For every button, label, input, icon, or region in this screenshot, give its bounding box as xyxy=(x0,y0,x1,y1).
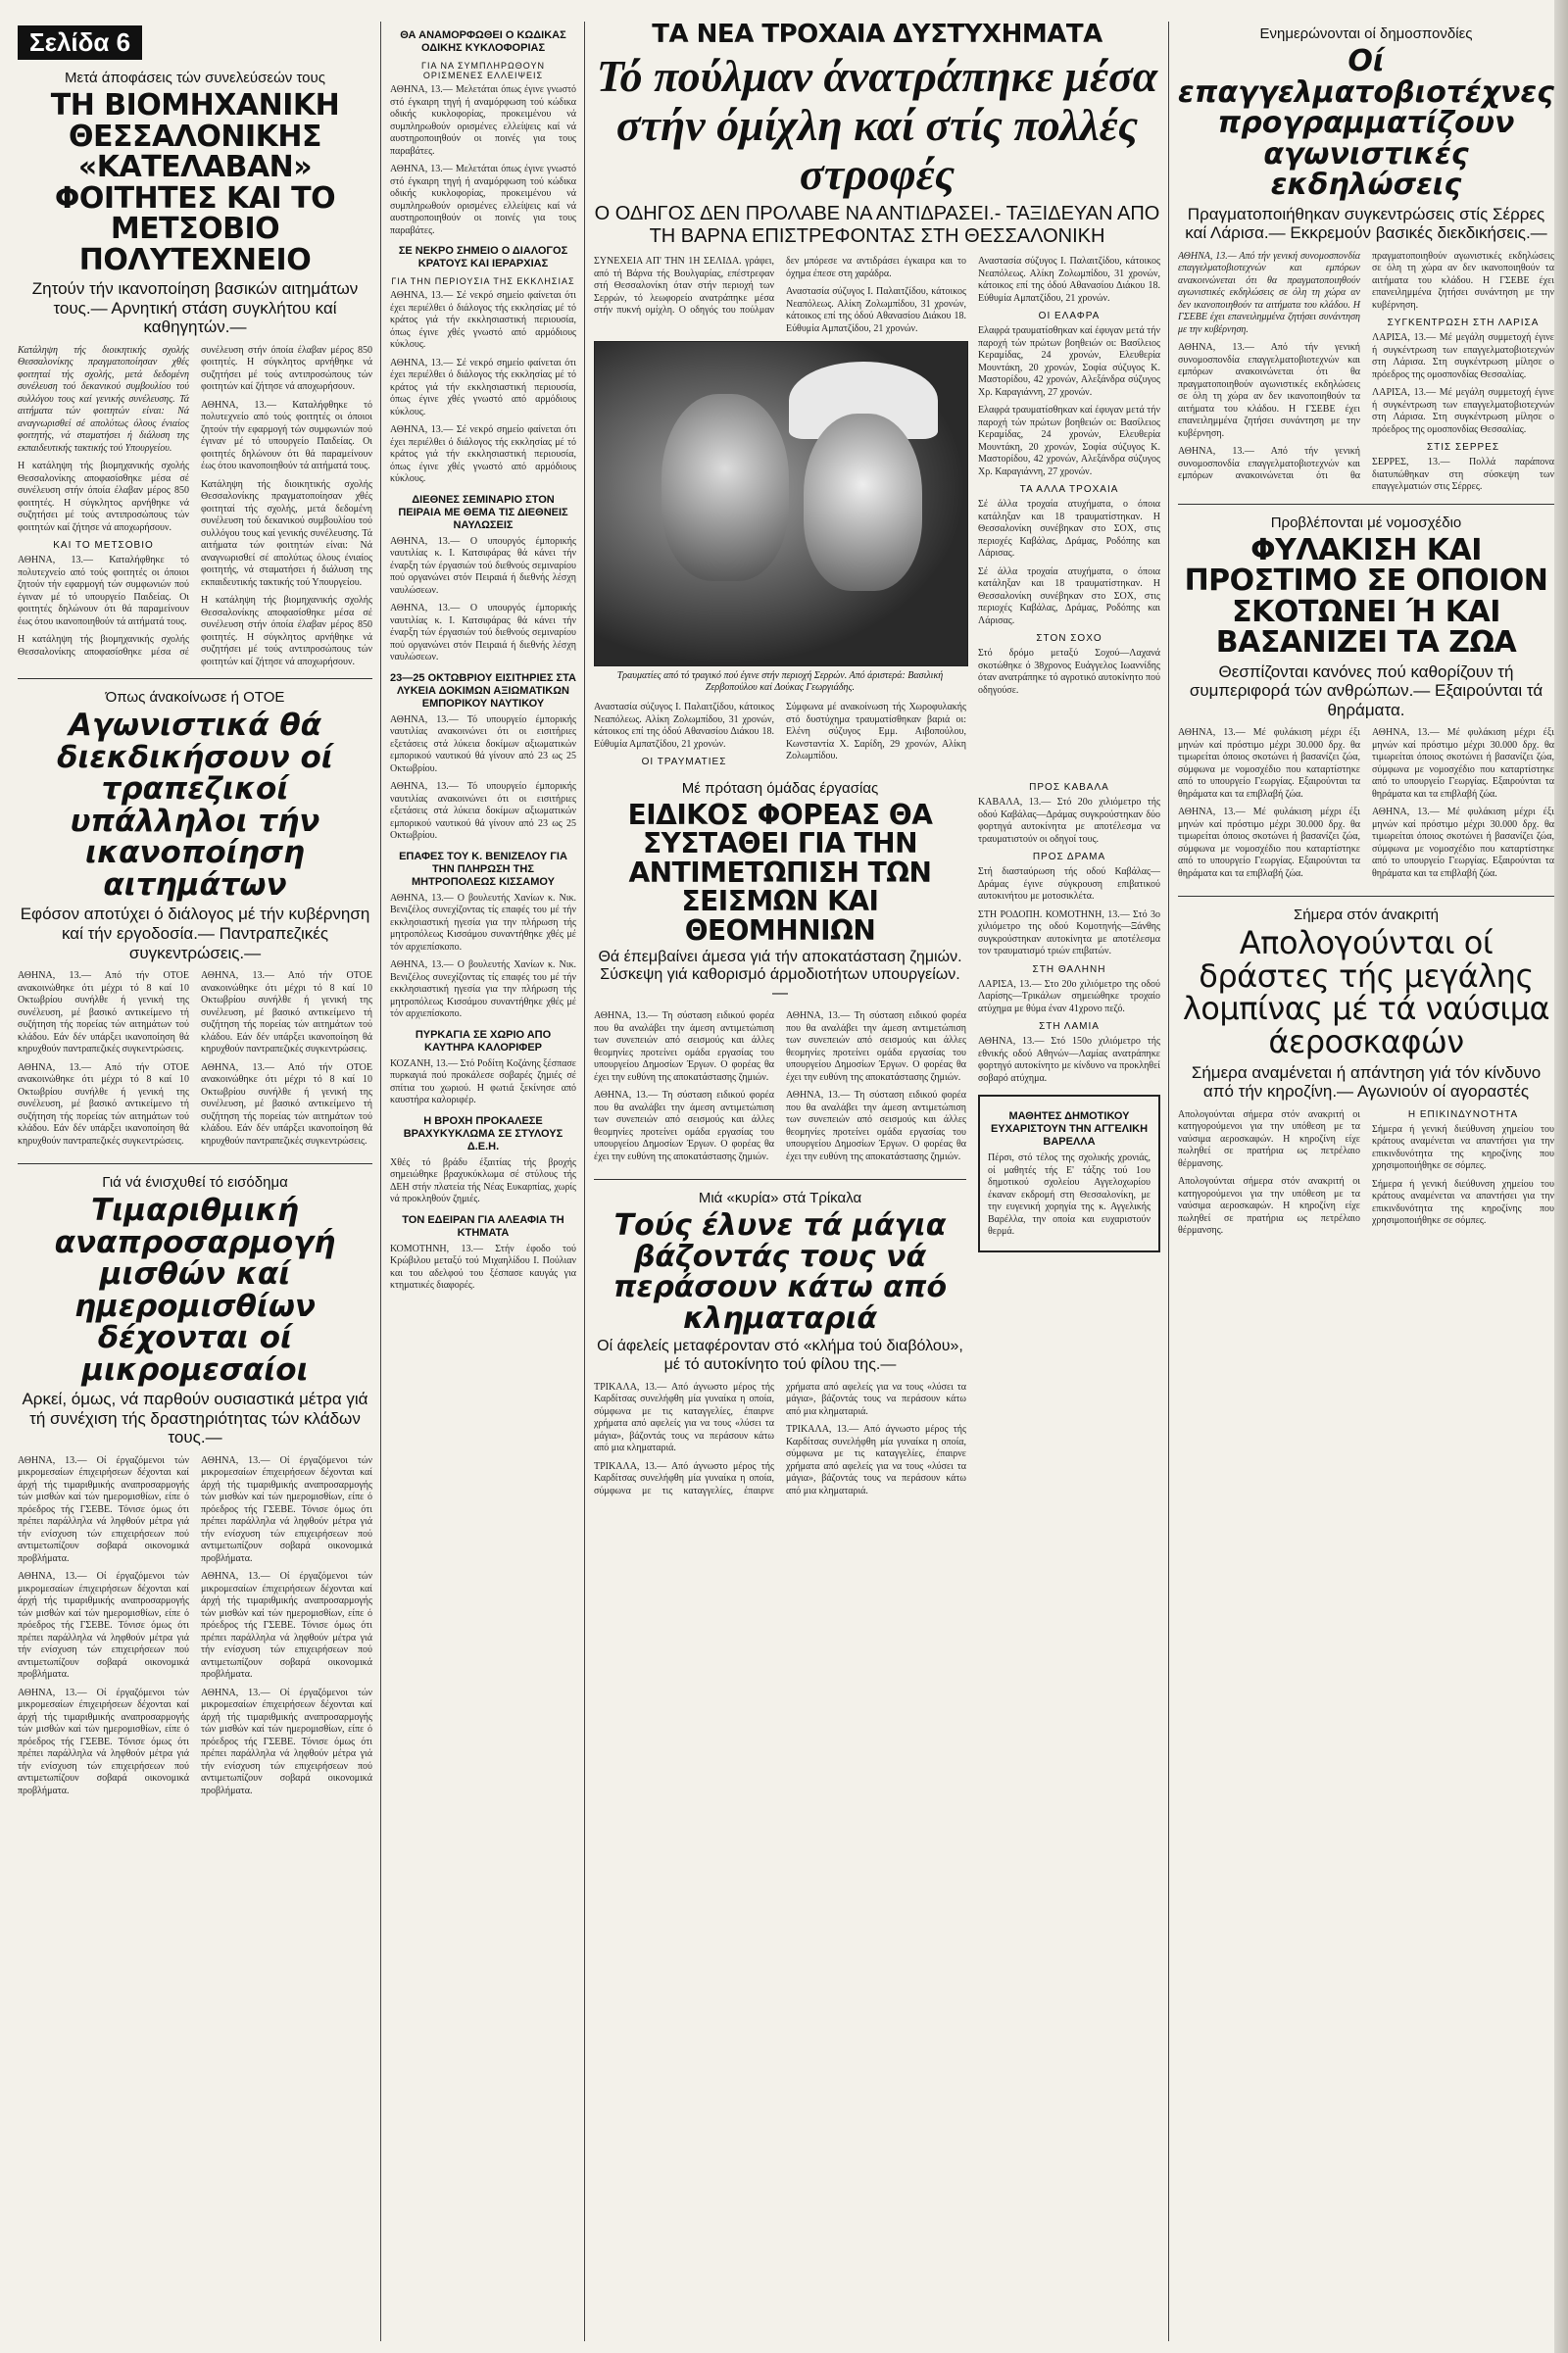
article-deck: Θεσπίζονται κανόνες πού καθορίζουν τή συμπεριφορά τών ανθρώπων.— Εξαιρούνται τά θηράματα. xyxy=(1189,662,1544,719)
body-paragraph: ΑΘΗΝΑ, 13.— Οί έργαζόμενοι τών μικρομεσαίων έπιχειρήσεων δέχονται καί άρχή τής τιμαριθμικής αναπροσαρμογής τών μισθών καί τών ημερομισθίων, είπε ό πρόεδρος τής ΓΣΕΒΕ. Τόνισε όμως ότι πρέπει παράλληλα νά ληφθούν μέτρα γιά τήν ενίσχυση τών επιχειρήσεων πού αντιμετωπίζουν σοβαρά οικονομικά προβλήματα. xyxy=(18,1571,189,1681)
article-body xyxy=(18,345,372,669)
body-paragraph: ΣΥΝΕΧΕΙΑ ΑΠ' ΤΗΝ 1Η ΣΕΛΙΔΑ. γράφει, από τή Βάρνα τής Βουλγαρίας, επέστρεφαν στή Θεσσαλονίκη όταν στήν περιοχή των Σερρών, τό λεωφορείο ανατράπηκε μέσα στήν πυκνή ομίχλη. Ο οδηγός του πούλμαν δεν μπόρεσε να αντιδράσει έγκαιρα και το όχημα έπεσε στη χαράδρα. xyxy=(594,256,966,317)
body-paragraph: ΛΑΡΙΣΑ, 13.— Μέ μεγάλη συμμετοχή έγινε ή συγκέντρωση των επαγγελματοβιοτεχνών στη Λάρισα. Στη συγκέντρωση μίλησε ο πρόεδρος της ομοσπονδίας Θεσσαλίας. xyxy=(1372,332,1554,380)
body-paragraph: Πέρσι, στό τέλος της σχολικής χρονιάς, οί μαθητές τής Ε' τάξης τού 1ου δημοτικού σχολείου Αγγελοχωρίου έκαναν εκδρομή στη Θεσσαλονίκη, με την ευγενική χορηγία της κ. Αγγελικής Βαρέλλα, την οποία και ευχαριστούν θερμά. xyxy=(988,1152,1151,1238)
brief-headline: ΘΑ ΑΝΑΜΟΡΦΩΘΕΙ Ο ΚΩΔΙΚΑΣ ΟΔΙΚΗΣ ΚΥΚΛΟΦΟΡΙΑΣ xyxy=(400,29,566,54)
body-paragraph: ΤΡΙΚΑΛΑ, 13.— Από άγνωστο μέρος τής Καρδίτσας συνελήφθη μία γυναίκα η οποία, σύμφωνα με τις καταγγελίες, έπαιρνε χρήματα από αφελείς για να τους «λύσει τα μάγια», βάζοντάς τους να περάσουν κάτω από μια κληματαριά. xyxy=(786,1424,966,1496)
article-deck: Ζητούν τήν ικανοποίηση βασικών αιτημάτων τους.— Αρνητική στάση συγκλήτου καί καθηγητών.— xyxy=(31,279,359,337)
article-kicker: Μιά «κυρία» στά Τρίκαλα xyxy=(698,1190,862,1207)
body-paragraph: ΑΘΗΝΑ, 13.— Στό 150ο χιλιόμετρο τής εθνικής οδού Αθηνών—Λαμίας ανατράπηκε φορτηγό αυτοκίνητο με κίνδυνο να προκληθεί σοβαρό ατύχημα. xyxy=(978,1036,1160,1084)
brief-column xyxy=(978,776,1160,1500)
article-body xyxy=(18,970,372,1153)
article-kicker: Προβλέπονται μέ νομοσχέδιο xyxy=(1270,514,1462,531)
body-paragraph: Η κατάληψη τής βιομηχανικής σχολής Θεσσαλονίκης αποφασίσθηκε μέσα σέ συνέλευση στήν όποία έλαβαν μέρος 850 φοιτητές. Η σύγκλητος αρνήθηκε νά συζητήσει μέ τούς αντιπροσώπους τών φοιτητών καί ζήτησε νά αποχωρήσουν. xyxy=(18,344,372,658)
article-body xyxy=(18,1455,372,1804)
body-paragraph: Χθές τό βράδυ έξαιτίας τής βροχής σημειώθηκε βραχυκύκλωμα σέ στύλους τής ΔΕΗ στήν πλατεία τής Νέας Ευκαρπίας, χωρίς νά προκληθούν ζημιές. xyxy=(390,1156,576,1204)
body-paragraph: Αναστασία σύζυγος Ι. Παλαιτζίδου, κάτοικος Νεαπόλεως. Αλίκη Ζολωμπίδου, 31 χρονών, κάτοικος επί της όδού Αθανασίου Διάκου 18. Εύθυμία Αμπατζίδου, 21 χρονών. xyxy=(594,702,774,750)
body-paragraph: ΑΘΗΝΑ, 13.— Καταλήφθηκε τό πολυτεχνείο από τούς φοιτητές οι όποιοι ζητούν τήν εφαρμογή τών συμφωνιών πού έγιναν μέ τό υπουργείο Παιδείας. Οι φοιτητές δηλώνουν ότι θά παραμείνουν έως ότου ικανοποιηθούν τά αιτήματά τους. xyxy=(201,399,372,472)
body-paragraph: ΛΑΡΙΣΑ, 13.— Μέ μεγάλη συμμετοχή έγινε ή συγκέντρωση των επαγγελματοβιοτεχνών στη Λάρισα. Στη συγκέντρωση μίλησε ο πρόεδρος της ομοσπονδίας Θεσσαλίας. xyxy=(1372,387,1554,435)
body-paragraph: ΑΘΗΝΑ, 13.— Από τήν ΟΤΟΕ ανακοινώθηκε ότι μέχρι τό 8 καί 10 Οκτωβρίου συνήλθε ή γενική της συνέλευση, μέ βασικό αντικείμενο τή συζήτηση τής πορείας τών αιτημάτων τού κλάδου. Εάν δέν υπάρξει ικανοποίηση θά κηρυχθούν παντραπεζικές συγκεντρώσεις. xyxy=(18,1061,189,1147)
article-deck: Θά έπεμβαίνει άμεσα γιά τήν αποκατάσταση ζημιών. Σύσκεψη γιά καθορισμό άρμοδιοτήτων υπουργείων.— xyxy=(598,949,962,1002)
body-paragraph: ΑΘΗΝΑ, 13.— Μελετάται όπως έγινε γνωστό στό έγκαιρη τηγή ή αναμόρφωση τού κώδικα οδικής κυκλοφορίας, προκειμένου νά συμπληρωθούν ορισμένες ελλείψεις καί νά αυστηροποιηθούν οι ποινές για τους παραβάτες. xyxy=(390,84,576,157)
article-deck: Σήμερα αναμένεται ή απάντηση γιά τόν κίνδυνο από τήν κηροζίνη.— Αγωνιούν οί αγοραστές xyxy=(1191,1062,1542,1102)
brief-headline: ΕΠΑΦΕΣ ΤΟΥ Κ. ΒΕΝΙΖΕΛΟΥ ΓΙΑ ΤΗΝ ΠΛΗΡΩΣΗ ΤΗΣ ΜΗΤΡΟΠΟΛΕΩΣ ΚΙΣΣΑΜΟΥ xyxy=(399,850,567,888)
article-headline: Απολογούνται οί δράστες τής μεγάλης λομπίνας μέ τά ναύσιμα άεροσκαφών xyxy=(1182,924,1550,1061)
body-paragraph: ΑΘΗΝΑ, 13.— Από τήν ΟΤΟΕ ανακοινώθηκε ότι μέχρι τό 8 καί 10 Οκτωβρίου συνήλθε ή γενική της συνέλευση, μέ βασικό αντικείμενο τή συζήτηση τής πορείας τών αιτημάτων τού κλάδου. Εάν δέν υπάρξει ικανοποίηση θά κηρυχθούν παντραπεζικές συγκεντρώσεις. xyxy=(201,970,372,1055)
body-paragraph: ΚΟΜΟΤΗΝΗ, 13.— Στήν έφοδο τού Κρώβιλου μεταξύ τού Μιχαηλίδου Ι. Πούλιαν και του αδελφού του ξέσπασε καυγάς για κτηματικές διαφορές. xyxy=(390,1243,576,1291)
article-kicker: Γιά νά ένισχυθεί τό εισόδημα xyxy=(102,1174,288,1192)
body-paragraph: ΣΕΡΡΕΣ, 13.— Πολλά παράπονα διατυπώθηκαν στη σύσκεψη των επαγγελματιών στις Σέρρες. xyxy=(1372,457,1554,493)
page-label: Σελίδα 6 xyxy=(18,25,142,60)
subheading: ΣΤΗ ΛΑΜΙΑ xyxy=(1039,1021,1100,1033)
subheading: ΟΙ ΕΛΑΦΡΑ xyxy=(1038,311,1101,322)
article-kicker: Μετά άποφάσεις τών συνελεύσεών τους xyxy=(65,70,325,86)
article-deck: Εφόσον αποτύχει ό διάλογος μέ τήν κυβέρνηση καί τήν εργοδοσία.— Παντραπεζικές συγκεντρώσεις.— xyxy=(20,905,370,962)
brief-headline: ΠΥΡΚΑΓΙΑ ΣΕ ΧΩΡΙΟ ΑΠΟ ΚΑΥΤΗΡΑ ΚΑΛΟΡΙΦΕΡ xyxy=(415,1028,552,1054)
body-paragraph: Ελαφρά τραυματίσθηκαν καί έφυγαν μετά τήν παροχή τών πρώτων βοηθειών οι: Βασίλειος Κεραμίδας, 24 χρονών, Ελευθερία Μουντάκη, 20 χρονών, Σοφία σύζυγος Κ. Μαστορίδου, 42 χρονών, Αλεξάνδρα σύζυγος Χρ. Καραγιάννη, 27 χρονών. xyxy=(978,325,1160,398)
article-headline: ΕΙΔΙΚΟΣ ΦΟΡΕΑΣ ΘΑ ΣΥΣΤΑΘΕΙ ΓΙΑ ΤΗΝ ΑΝΤΙΜΕΤΩΠΙΣΗ ΤΩΝ ΣΕΙΣΜΩΝ ΚΑΙ ΘΕΟΜΗΝΙΩΝ xyxy=(627,799,933,947)
article-headline: Τούς έλυνε τά μάγια βάζοντάς τους νά περάσουν κάτω από κληματαριά xyxy=(612,1208,948,1336)
subheading: ΣΥΓΚΕΝΤΡΩΣΗ ΣΤΗ ΛΑΡΙΣΑ xyxy=(1387,318,1540,329)
body-paragraph: ΑΘΗΝΑ, 13.— Ο βουλευτής Χανίων κ. Νικ. Βενιζέλος συνεχίζοντας τίς επαφές του μέ τήν εκκλησιαστική ηγεσία για την πλήρωση τής μητροπόλεως Κισσάμου συναντήθηκε χθές μέ τόν αρχιεπίσκοπο. xyxy=(390,959,576,1019)
body-paragraph: ΑΘΗΝΑ, 13.— Τη σύσταση ειδικού φορέα που θα αναλάβει την άμεση αντιμετώπιση των συνεπειών από σεισμούς και άλλες θεομηνίες προτείνει ομάδα εργασίας του υπουργείου Δημοσίων Έργων. Ο φορέας θα έχει την ευθύνη της αποκατάστασης ζημιών. xyxy=(594,1090,774,1162)
page-edge xyxy=(1554,0,1568,2353)
body-paragraph: ΑΘΗΝΑ, 13.— Ο υπουργός έμπορικής ναυτιλίας κ. Ι. Κατσιφάρας θά κάνει τήν έναρξη τών έργασιών τού διεθνούς σεμιναρίου πού οργανώνει στόν Πειραιά ή διεθνής λέσχη ναυλώσεων. xyxy=(390,535,576,596)
body-paragraph: ΑΘΗΝΑ, 13.— Ο βουλευτής Χανίων κ. Νικ. Βενιζέλος συνεχίζοντας τίς επαφές του μέ τήν εκκλησιαστική ηγεσία για την πλήρωση τής μητροπόλεως Κισσάμου συναντήθηκε χθές μέ τόν αρχιεπίσκοπο. xyxy=(390,892,576,953)
body-paragraph: ΑΘΗΝΑ, 13.— Τό υπουργείο έμπορικής ναυτιλίας ανακοινώνει ότι οι εισιτήριες εξετάσεις στά λύκεια δοκίμων αξιωματικών εμπορικού ναυτικού θά γίνουν από 23 ως 25 Οκτωβρίου. xyxy=(390,713,576,774)
column-rule xyxy=(1168,22,1169,2341)
body-paragraph: Σύμφωνα μέ ανακοίνωση τής Χωροφυλακής στό δυστύχημα τραυματίσθηκαν βαριά οι: Ελένη σύζυγος Εμμ. Αιβοπούλου, Κωνσταντία Χ. Σαρίδη, 29 χρονών, Αλίκη Ζολωμπίδου. xyxy=(786,702,966,762)
subheading: ΟΙ ΤΡΑΥΜΑΤΙΕΣ xyxy=(641,757,727,768)
body-paragraph: ΑΘΗΝΑ, 13.— Μέ φυλάκιση μέχρι έξι μηνών καί πρόστιμο μέχρι 30.000 δρχ. θα τιμωρείται όποιος σκοτώνει ή βασανίζει ζώα, σύμφωνα με νομοσχέδιο που καταρτίστηκε από το υπουργείο Γεωργίας. Εξαιρούνται τα θηράματα και τα επιβλαβή ζώα. xyxy=(1372,727,1554,800)
body-paragraph: Σέ άλλα τροχαία ατυχήματα, ο όποια κατάληξαν και 18 τραυματίστηκαν. Η Θεσσαλονίκη συνέβηκαν στο ΣΟΧ, στις περιοχές Καβάλας, Δράμας, Ροδόπης και Λάρισας. xyxy=(978,565,1160,626)
body-paragraph: Κατάληψη τής διοικητικής σχολής Θεσσαλονίκης πραγματοποίησαν χθές φοιτηταί τής σχολής, μετά δεδομένη συνέλευση τού δεκανικού συμβουλίου τού συλλόγου τους καί γενικής συνέλευσης. Τά αιτήματα τών φοιτητών είναι: Νά αναγνωρισθεί σέ απολύτως όλους ένιαίος φοιτητής, νά σταματήσει ή διάλυση της εκπαιδευτικής τακτικής τού Υπουργείου. xyxy=(18,344,189,454)
article-deck: Οί άφελείς μεταφέρονταν στό «κλήμα τού διαβόλου», μέ τό αυτοκίνητο τού φίλου της.— xyxy=(597,1338,963,1373)
subheading: ΚΑΙ ΤΟ ΜΕΤΣΟΒΙΟ xyxy=(53,540,154,552)
body-paragraph: ΑΘΗΝΑ, 13.— Οί έργαζόμενοι τών μικρομεσαίων έπιχειρήσεων δέχονται καί άρχή τής τιμαριθμικής αναπροσαρμογής τών μισθών καί τών ημερομισθίων, είπε ό πρόεδρος τής ΓΣΕΒΕ. Τόνισε όμως ότι πρέπει παράλληλα νά ληφθούν μέτρα γιά τήν ενίσχυση τών επιχειρήσεων πού αντιμετωπίζουν σοβαρά οικονομικά προβλήματα. xyxy=(201,1571,372,1681)
brief-headline: Η ΒΡΟΧΗ ΠΡΟΚΑΛΕΣΕ ΒΡΑΧΥΚΥΚΛΩΜΑ ΣΕ ΣΤΥΛΟΥΣ Δ.Ε.Η. xyxy=(403,1114,564,1152)
body-paragraph: ΤΡΙΚΑΛΑ, 13.— Από άγνωστο μέρος τής Καρδίτσας συνελήφθη μία γυναίκα η οποία, σύμφωνα με τις καταγγελίες, έπαιρνε χρήματα από αφελείς για να τους «λύσει τα μάγια», βάζοντάς τους να περάσουν κάτω από μια κληματαριά. xyxy=(594,1381,966,1496)
column-rule xyxy=(380,22,381,2341)
body-paragraph: ΑΘΗΝΑ, 13.— Μέ φυλάκιση μέχρι έξι μηνών καί πρόστιμο μέχρι 30.000 δρχ. θα τιμωρείται όποιος σκοτώνει ή βασανίζει ζώα, σύμφωνα με νομοσχέδιο που καταρτίστηκε από το υπουργείο Γεωργίας. Εξαιρούνται τα θηράματα και τα επιβλαβή ζώα. xyxy=(1372,807,1554,879)
brief-headline: ΔΙΕΘΝΕΣ ΣΕΜΙΝΑΡΙΟ ΣΤΟΝ ΠΕΙΡΑΙΑ ΜΕ ΘΕΜΑ ΤΙΣ ΔΙΕΘΝΕΙΣ ΝΑΥΛΩΣΕΙΣ xyxy=(398,493,568,531)
body-paragraph: Απολογούνται σήμερα στόν ανακριτή οι κατηγορούμενοι για την υπόθεση με τα ναύσιμα αεροσκαφών. Η κηροζίνη είχε πωληθεί σε πρατήρια ως πετρέλαιο θέρμανσης. xyxy=(1178,1176,1360,1237)
body-paragraph: ΑΘΗΝΑ, 13.— Καταλήφθηκε τό πολυτεχνείο από τούς φοιτητές οι όποιοι ζητούν τήν εφαρμογή τών συμφωνιών πού έγιναν μέ τό υπουργείο Παιδείας. Οι φοιτητές δηλώνουν ότι θά παραμείνουν έως ότου ικανοποιηθούν τά αιτήματά τους. xyxy=(18,555,189,627)
body-paragraph: ΑΘΗΝΑ, 13.— Από τήν ΟΤΟΕ ανακοινώθηκε ότι μέχρι τό 8 καί 10 Οκτωβρίου συνήλθε ή γενική της συνέλευση, μέ βασικό αντικείμενο τή συζήτηση τής πορείας τών αιτημάτων τού κλάδου. Εάν δέν υπάρξει ικανοποίηση θά κηρυχθούν παντραπεζικές συγκεντρώσεις. xyxy=(201,1061,372,1147)
body-paragraph: Απολογούνται σήμερα στόν ανακριτή οι κατηγορούμενοι για την υπόθεση με τα ναύσιμα αεροσκαφών. Η κηροζίνη είχε πωληθεί σε πρατήρια ως πετρέλαιο θέρμανσης. xyxy=(1178,1108,1360,1169)
body-paragraph: Κατάληψη τής διοικητικής σχολής Θεσσαλονίκης πραγματοποίησαν χθές φοιτηταί τής σχολής, μετά δεδομένη συνέλευση τού δεκανικού συμβουλίου τού συλλόγου τους καί γενικής συνέλευσης. Τά αιτήματα τών φοιτητών είναι: Νά αναγνωρισθεί σέ απολύτως όλους ένιαίος φοιτητής, νά σταματήσει ή διάλυση της εκπαιδευτικής τακτικής τού Υπουργείου. xyxy=(201,478,372,588)
body-paragraph: ΑΘΗΝΑ, 13.— Μέ φυλάκιση μέχρι έξι μηνών καί πρόστιμο μέχρι 30.000 δρχ. θα τιμωρείται όποιος σκοτώνει ή βασανίζει ζώα, σύμφωνα με νομοσχέδιο που καταρτίστηκε από το υπουργείο Γεωργίας. Εξαιρούνται τα θηράματα και τα επιβλαβή ζώα. xyxy=(1178,807,1360,879)
body-paragraph: ΑΘΗΝΑ, 13.— Οί έργαζόμενοι τών μικρομεσαίων έπιχειρήσεων δέχονται καί άρχή τής τιμαριθμικής αναπροσαρμογής τών μισθών καί τών ημερομισθίων, είπε ό πρόεδρος τής ΓΣΕΒΕ. Τόνισε όμως ότι πρέπει παράλληλα νά ληφθούν μέτρα γιά τήν ενίσχυση τών επιχειρήσεων πού αντιμετωπίζουν σοβαρά οικονομικά προβλήματα. xyxy=(201,1454,372,1564)
body-paragraph: ΑΘΗΝΑ, 13.— Οί έργαζόμενοι τών μικρομεσαίων έπιχειρήσεων δέχονται καί άρχή τής τιμαριθμικής αναπροσαρμογής τών μισθών καί τών ημερομισθίων, είπε ό πρόεδρος τής ΓΣΕΒΕ. Τόνισε όμως ότι πρέπει παράλληλα νά ληφθούν μέτρα γιά τήν ενίσχυση τών επιχειρήσεων πού αντιμετωπίζουν σοβαρά οικονομικά προβλήματα. xyxy=(18,1454,189,1564)
subheading: ΣΤΙΣ ΣΕΡΡΕΣ xyxy=(1426,442,1500,454)
body-paragraph: Η κατάληψη τής βιομηχανικής σχολής Θεσσαλονίκης αποφασίσθηκε μέσα σέ συνέλευση στήν όποία έλαβαν μέρος 850 φοιτητές. Η σύγκλητος αρνήθηκε νά συζητήσει μέ τούς αντιπροσώπους τών φοιτητών καί ζήτησε νά αποχωρήσουν. xyxy=(18,461,189,533)
article-kicker: Σήμερα στόν άνακριτή xyxy=(1294,907,1439,924)
brief-subheading: ΓΙΑ ΤΗΝ ΠΕΡΙΟΥΣΙΑ ΤΗΣ ΕΚΚΛΗΣΙΑΣ xyxy=(391,276,575,286)
body-paragraph: ΚΟΖΑΝΗ, 13.— Στό Ροδίτη Κοζάνης ξέσπασε πυρκαγιά πού προκάλεσε σοβαρές ζημιές σέ σπίτια του χωριού. Η φωτιά ξεκίνησε από καυστήρα καλοριφέρ. xyxy=(390,1057,576,1105)
article-kicker: Ενημερώνονται οί δημοσπονδίες xyxy=(1259,25,1473,42)
subheading: ΣΤΗ ΘΑΛΗΝΗ xyxy=(1032,963,1106,975)
body-paragraph: ΑΘΗΝΑ, 13.— Μέ φυλάκιση μέχρι έξι μηνών καί πρόστιμο μέχρι 30.000 δρχ. θα τιμωρείται όποιος σκοτώνει ή βασανίζει ζώα, σύμφωνα με νομοσχέδιο που καταρτίστηκε από το υπουργείο Γεωργίας. Εξαιρούνται τα θηράματα και τα επιβλαβή ζώα. xyxy=(1178,727,1360,800)
article-headline: Τό πούλμαν άνατράπηκε μέσα στήν όμίχλη καί στίς πολλές στροφές xyxy=(596,51,1158,200)
body-paragraph: Σήμερα ή γενική διεύθυνση χημείου του κράτους αναμένεται να απαντήσει για την επικινδυνότητα της κηροζίνης που χρησιμοποιήθηκε σε σόμπες. xyxy=(1372,1178,1554,1227)
column-5 xyxy=(1178,22,1554,2343)
article-kicker: Μέ πρόταση όμάδας έργασίας xyxy=(681,780,879,798)
body-paragraph: ΑΘΗΝΑ, 13.— Μελετάται όπως έγινε γνωστό στό έγκαιρη τηγή ή αναμόρφωση τού κώδικα οδικής κυκλοφορίας, προκειμένου νά συμπληρωθούν ορισμένες ελλείψεις καί νά αυστηροποιηθούν οι ποινές για τους παραβάτες. xyxy=(390,164,576,236)
body-paragraph: ΑΘΗΝΑ, 13.— Ο υπουργός έμπορικής ναυτιλίας κ. Ι. Κατσιφάρας θά κάνει τήν έναρξη τών έργασιών τού διεθνούς σεμιναρίου πού οργανώνει στόν Πειραιά ή διεθνής λέσχη ναυλώσεων. xyxy=(390,603,576,662)
body-paragraph: ΚΑΒΑΛΑ, 13.— Στό 20ο χιλιόμετρο τής οδού Καβάλας—Δράμας συγκρούστηκαν δύο φορτηγά αυτοκίνητα με αποτέλεσμα να τραυματιστούν οι οδηγοί τους. xyxy=(978,797,1160,845)
column-2 xyxy=(390,22,576,2343)
body-paragraph: ΑΘΗΝΑ, 13.— Από τήν ΟΤΟΕ ανακοινώθηκε ότι μέχρι τό 8 καί 10 Οκτωβρίου συνήλθε ή γενική της συνέλευση, μέ βασικό αντικείμενο τή συζήτηση τής πορείας τών αιτημάτων τού κλάδου. Εάν δέν υπάρξει ικανοποίηση θά κηρυχθούν παντραπεζικές συγκεντρώσεις. xyxy=(18,970,189,1055)
brief-headline: ΣΕ ΝΕΚΡΟ ΣΗΜΕΙΟ Ο ΔΙΑΛΟΓΟΣ ΚΡΑΤΟΥΣ ΚΑΙ ΙΕΡΑΡΧΙΑΣ xyxy=(398,245,568,270)
body-paragraph: ΑΘΗΝΑ, 13.— Τη σύσταση ειδικού φορέα που θα αναλάβει την άμεση αντιμετώπιση των συνεπειών από σεισμούς και άλλες θεομηνίες προτείνει ομάδα εργασίας του υπουργείου Δημοσίων Έργων. Ο φορέας θα έχει την ευθύνη της αποκατάστασης ζημιών. xyxy=(786,1010,966,1083)
brief-subheading: ΓΙΑ ΝΑ ΣΥΜΠΛΗΡΩΘΟΥΝ ΟΡΙΣΜΕΝΕΣ ΕΛΛΕΙΨΕΙΣ xyxy=(421,61,545,80)
body-paragraph: ΑΘΗΝΑ, 13.— Σέ νεκρό σημείο φαίνεται ότι έχει περιέλθει ό διάλογος τής εκκλησίας μέ τό κράτος γιά τήν εκκλησιαστική περιουσία, όπως έγινε χθές γνωστό από αρμόδιους κύκλους. xyxy=(390,357,576,417)
secondary-stories xyxy=(594,776,966,1500)
body-paragraph: Αναστασία σύζυγος Ι. Παλαιτζίδου, κάτοικος Νεαπόλεως. Αλίκη Ζολωμπίδου, 31 χρονών, κάτοικος επί της όδού Αθανασίου Διάκου 18. Εύθυμία Αμπατζίδου, 21 χρονών. xyxy=(786,286,966,334)
body-paragraph: ΑΘΗΝΑ, 13.— Τη σύσταση ειδικού φορέα που θα αναλάβει την άμεση αντιμετώπιση των συνεπειών από σεισμούς και άλλες θεομηνίες προτείνει ομάδα εργασίας του υπουργείου Δημοσίων Έργων. Ο φορέας θα έχει την ευθύνη της αποκατάστασης ζημιών. xyxy=(786,1090,966,1162)
body-paragraph: Στή διασταύρωση τής οδού Καβάλας—Δράμας έγινε σύγκρουση επιβατικού αυτοκινήτου με μοτοσικλέτα. xyxy=(978,866,1160,903)
article-deck: Πραγματοποιήθηκαν συγκεντρώσεις στίς Σέρρες καί Λάρισα.— Εκκρεμούν βασικές διεκδικήσεις.— xyxy=(1185,204,1547,243)
body-paragraph: ΑΘΗΝΑ, 13.— Σέ νεκρό σημείο φαίνεται ότι έχει περιέλθει ό διάλογος τής εκκλησίας μέ τό κράτος γιά τήν εκκλησιαστική περιουσία, όπως έγινε χθές γνωστό από αρμόδιους κύκλους. xyxy=(390,290,576,350)
body-paragraph: Σήμερα ή γενική διεύθυνση χημείου του κράτους αναμένεται να απαντήσει για την επικινδυνότητα της κηροζίνης που χρησιμοποιήθηκε σε σόμπες. xyxy=(1372,1123,1554,1172)
subheading: ΣΤΟΝ ΣΟΧΟ xyxy=(1036,633,1102,645)
body-paragraph: ΑΘΗΝΑ, 13.— Από τήν γενική συνομοσπονδία επαγγελματοβιοτεχνών και εμπόρων ανακοινώνεται ότι θα πραγματοποιηθούν αγωνιστικές εκδηλώσεις σε όλη τη χώρα αν δεν ικανοποιηθούν τα αιτήματα του κλάδου. Η ΓΣΕΒΕ έχει επανειλημμένα ζητήσει συνάντηση με την κυβέρνηση. xyxy=(1178,250,1554,482)
article-deck: Αρκεί, όμως, νά παρθούν ουσιαστικά μέτρα γιά τή συνέχιση τής δραστηριότητας τών κλάδων τους.— xyxy=(22,1390,368,1447)
body-paragraph: ΣΤΗ ΡΟΔΟΠΗ. ΚΟΜΟΤΗΝΗ, 13.— Στό 3ο χιλιόμετρο της οδού Κομοτηνής—Ξάνθης συγκρούστηκαν αυτοκίνητα με αποτέλεσμα τον τραυματισμό τριών επιβατών. xyxy=(978,908,1160,957)
article-headline: Αγωνιστικά θά διεκδικήσουν οί τραπεζικοί υπάλληλοι τήν ικανοποίηση αιτημάτων xyxy=(57,708,333,903)
body-paragraph: Στό δρόμο μεταξύ Σοχού—Λαχανά σκοτώθηκε ό 38χρονος Ευάγγελος Ιωαννίδης όταν ανατράπηκε τό αγροτικό αυτοκίνητο πού οδηγούσε. xyxy=(978,648,1160,696)
column-rule xyxy=(584,22,585,2341)
main-story-right xyxy=(978,256,1160,770)
body-paragraph: ΑΘΗΝΑ, 13.— Οί έργαζόμενοι τών μικρομεσαίων έπιχειρήσεων δέχονται καί άρχή τής τιμαριθμικής αναπροσαρμογής τών μισθών καί τών ημερομισθίων, είπε ό πρόεδρος τής ΓΣΕΒΕ. Τόνισε όμως ότι πρέπει παράλληλα νά ληφθούν μέτρα γιά τήν ενίσχυση τών επιχειρήσεων πού αντιμετωπίζουν σοβαρά οικονομικά προβλήματα. xyxy=(18,1687,189,1796)
subheading: ΤΑ ΑΛΛΑ ΤΡΟΧΑΙΑ xyxy=(1019,484,1119,496)
body-paragraph: ΑΘΗΝΑ, 13.— Τό υπουργείο έμπορικής ναυτιλίας ανακοινώνει ότι οι εισιτήριες εξετάσεις στά λύκεια δοκίμων αξιωματικών εμπορικού ναυτικού θά γίνουν από 23 ως 25 Οκτωβρίου. xyxy=(390,781,576,841)
subheading: ΠΡΟΣ ΚΑΒΑΛΑ xyxy=(1029,782,1109,794)
body-paragraph: ΤΡΙΚΑΛΑ, 13.— Από άγνωστο μέρος τής Καρδίτσας συνελήφθη μία γυναίκα η οποία, σύμφωνα με τις καταγγελίες, έπαιρνε χρήματα από αφελείς για να τους «λύσει τα μάγια», βάζοντάς τους να περάσουν κάτω από μια κληματαριά. xyxy=(594,1381,774,1454)
subheading: Η ΕΠΙΚΙΝΔΥΝΟΤΗΤΑ xyxy=(1407,1108,1519,1120)
article-headline: ΤΗ ΒΙΟΜΗΧΑΝΙΚΗ ΘΕΣΣΑΛΟΝΙΚΗΣ «ΚΑΤΕΛΑΒΑΝ» ΦΟΙΤΗΤΕΣ ΚΑΙ ΤΟ ΜΕΤΣΟΒΙΟ ΠΟΛΥΤΕΧΝΕΙΟ xyxy=(50,88,340,277)
brief-headline: ΤΟΝ ΕΔΕΙΡΑΝ ΓΙΑ ΑΛΕΑΦΙΑ ΤΗ ΚΤΗΜΑΤΑ xyxy=(402,1213,564,1239)
subheading: ΠΡΟΣ ΔΡΑΜΑ xyxy=(1032,852,1106,863)
body-paragraph: Σέ άλλα τροχαία ατυχήματα, ο όποια κατάληξαν και 18 τραυματίστηκαν. Η Θεσσαλονίκη συνέβηκαν στο ΣΟΧ, στις περιοχές Καβάλας, Δράμας, Ροδόπης και Λάρισας. xyxy=(978,499,1160,560)
article-kicker: Όπως άνακοίνωσε ή ΟΤΟΕ xyxy=(105,689,285,707)
body-paragraph: ΛΑΡΙΣΑ, 13.— Στο 20ο χιλιόμετρο της οδού Λαρίσης—Τρικάλων σημειώθηκε τροχαίο ατύχημα με θύμα έναν 41χρονο πεζό. xyxy=(978,978,1160,1014)
column-1 xyxy=(18,22,372,2343)
article-headline: Οί επαγγελματοβιοτέχνες προγραμματίζουν αγωνιστικές εκδηλώσεις xyxy=(1178,44,1554,202)
brief-headline: 23—25 ΟΚΤΩΒΡΙΟΥ ΕΙΣΙΤΗΡΙΕΣ ΣΤΑ ΛΥΚΕΙΑ ΔΟΚΙΜΩΝ ΑΞΙΩΜΑΤΙΚΩΝ ΕΜΠΟΡΙΚΟΥ ΝΑΥΤΙΚΟΥ xyxy=(390,671,576,710)
body-paragraph: Η κατάληψη τής βιομηχανικής σχολής Θεσσαλονίκης αποφασίσθηκε μέσα σέ συνέλευση στήν όποία έλαβαν μέρος 850 φοιτητές. Η σύγκλητος αρνήθηκε νά συζητήσει μέ τούς αντιπροσώπους τών φοιτητών καί ζήτησε νά αποχωρήσουν. xyxy=(201,595,372,667)
body-paragraph: Αναστασία σύζυγος Ι. Παλαιτζίδου, κάτοικος Νεαπόλεως. Αλίκη Ζολωμπίδου, 31 χρονών, κάτοικος επί της όδού Αθανασίου Διάκου 18. Εύθυμία Αμπατζίδου, 21 χρονών. xyxy=(978,256,1160,304)
column-3-4 xyxy=(594,22,1160,2343)
article-headline: Τιμαριθμική αναπροσαρμογή μισθών καί ημερομισθίων δέχονται οί μικρομεσαίοι xyxy=(54,1193,336,1388)
main-story-left xyxy=(594,256,966,770)
article-deck: Ο ΟΔΗΓΟΣ ΔΕΝ ΠΡΟΛΑΒΕ ΝΑ ΑΝΤΙΔΡΑΣΕΙ.- ΤΑΞΙΔΕΥΑΝ ΑΠΟ ΤΗ ΒΑΡΝΑ ΕΠΙΣΤΡΕΦΟΝΤΑΣ ΣΤΗ ΘΕΣΣΑΛΟΝΙΚΗ xyxy=(594,203,1160,248)
boxed-notice xyxy=(978,1095,1160,1252)
article-kicker: ΤΑ ΝΕΑ ΤΡΟΧΑΙΑ ΔΥΣΤΥΧΗΜΑΤΑ xyxy=(652,22,1102,49)
article-headline: ΦΥΛΑΚΙΣΗ ΚΑΙ ΠΡΟΣΤΙΜΟ ΣΕ ΟΠΟΙΟΝ ΣΚΟΤΩΝΕΙ Ή ΚΑΙ ΒΑΣΑΝΙΖΕΙ ΤΑ ΖΩΑ xyxy=(1184,532,1548,661)
news-photo xyxy=(594,341,968,666)
photo-caption: Τραυματίες από τό τραγικό πού έγινε στήν περιοχή Σερρών. Από άριστερά: Βασιλική Ζερβοπούλου καί Δούκας Γεωργιάδης. xyxy=(616,670,944,694)
body-paragraph: Ελαφρά τραυματίσθηκαν καί έφυγαν μετά τήν παροχή τών πρώτων βοηθειών οι: Βασίλειος Κεραμίδας, 24 χρονών, Ελευθερία Μουντάκη, 20 χρονών, Σοφία σύζυγος Κ. Μαστορίδου, 42 χρονών, Αλεξάνδρα σύζυγος Χρ. Καραγιάννη, 27 χρονών. xyxy=(978,405,1160,477)
body-paragraph: ΑΘΗΝΑ, 13.— Τη σύσταση ειδικού φορέα που θα αναλάβει την άμεση αντιμετώπιση των συνεπειών από σεισμούς και άλλες θεομηνίες προτείνει ομάδα εργασίας του υπουργείου Δημοσίων Έργων. Ο φορέας θα έχει την ευθύνη της αποκατάστασης ζημιών. xyxy=(594,1010,774,1083)
body-paragraph: ΑΘΗΝΑ, 13.— Από τήν γενική συνομοσπονδία επαγγελματοβιοτεχνών και εμπόρων ανακοινώνεται ότι θα πραγματοποιηθούν αγωνιστικές εκδηλώσεις σε όλη τη χώρα αν δεν ικανοποιηθούν τα αιτήματα του κλάδου. Η ΓΣΕΒΕ έχει επανειλημμένα ζητήσει συνάντηση με την κυβέρνηση. xyxy=(1178,250,1360,335)
body-paragraph: ΑΘΗΝΑ, 13.— Από τήν γενική συνομοσπονδία επαγγελματοβιοτεχνών και εμπόρων ανακοινώνεται ότι θα πραγματοποιηθούν αγωνιστικές εκδηλώσεις σε όλη τη χώρα αν δεν ικανοποιηθούν τα αιτήματα του κλάδου. Η ΓΣΕΒΕ έχει επανειλημμένα ζητήσει συνάντηση με την κυβέρνηση. xyxy=(1178,342,1360,439)
notice-headline: ΜΑΘΗΤΕΣ ΔΗΜΟΤΙΚΟΥ ΕΥΧΑΡΙΣΤΟΥΝ ΤΗΝ ΑΓΓΕΛΙΚΗ ΒΑΡΕΛΛΑ xyxy=(990,1110,1149,1149)
body-paragraph: ΑΘΗΝΑ, 13.— Σέ νεκρό σημείο φαίνεται ότι έχει περιέλθει ό διάλογος τής εκκλησίας μέ τό κράτος γιά τήν εκκλησιαστική περιουσία, όπως έγινε χθές γνωστό από αρμόδιους κύκλους. xyxy=(390,424,576,484)
body-paragraph: ΑΘΗΝΑ, 13.— Οί έργαζόμενοι τών μικρομεσαίων έπιχειρήσεων δέχονται καί άρχή τής τιμαριθμικής αναπροσαρμογής τών μισθών καί τών ημερομισθίων, είπε ό πρόεδρος τής ΓΣΕΒΕ. Τόνισε όμως ότι πρέπει παράλληλα νά ληφθούν μέτρα γιά τήν ενίσχυση τών επιχειρήσεων πού αντιμετωπίζουν σοβαρά οικονομικά προβλήματα. xyxy=(201,1687,372,1796)
